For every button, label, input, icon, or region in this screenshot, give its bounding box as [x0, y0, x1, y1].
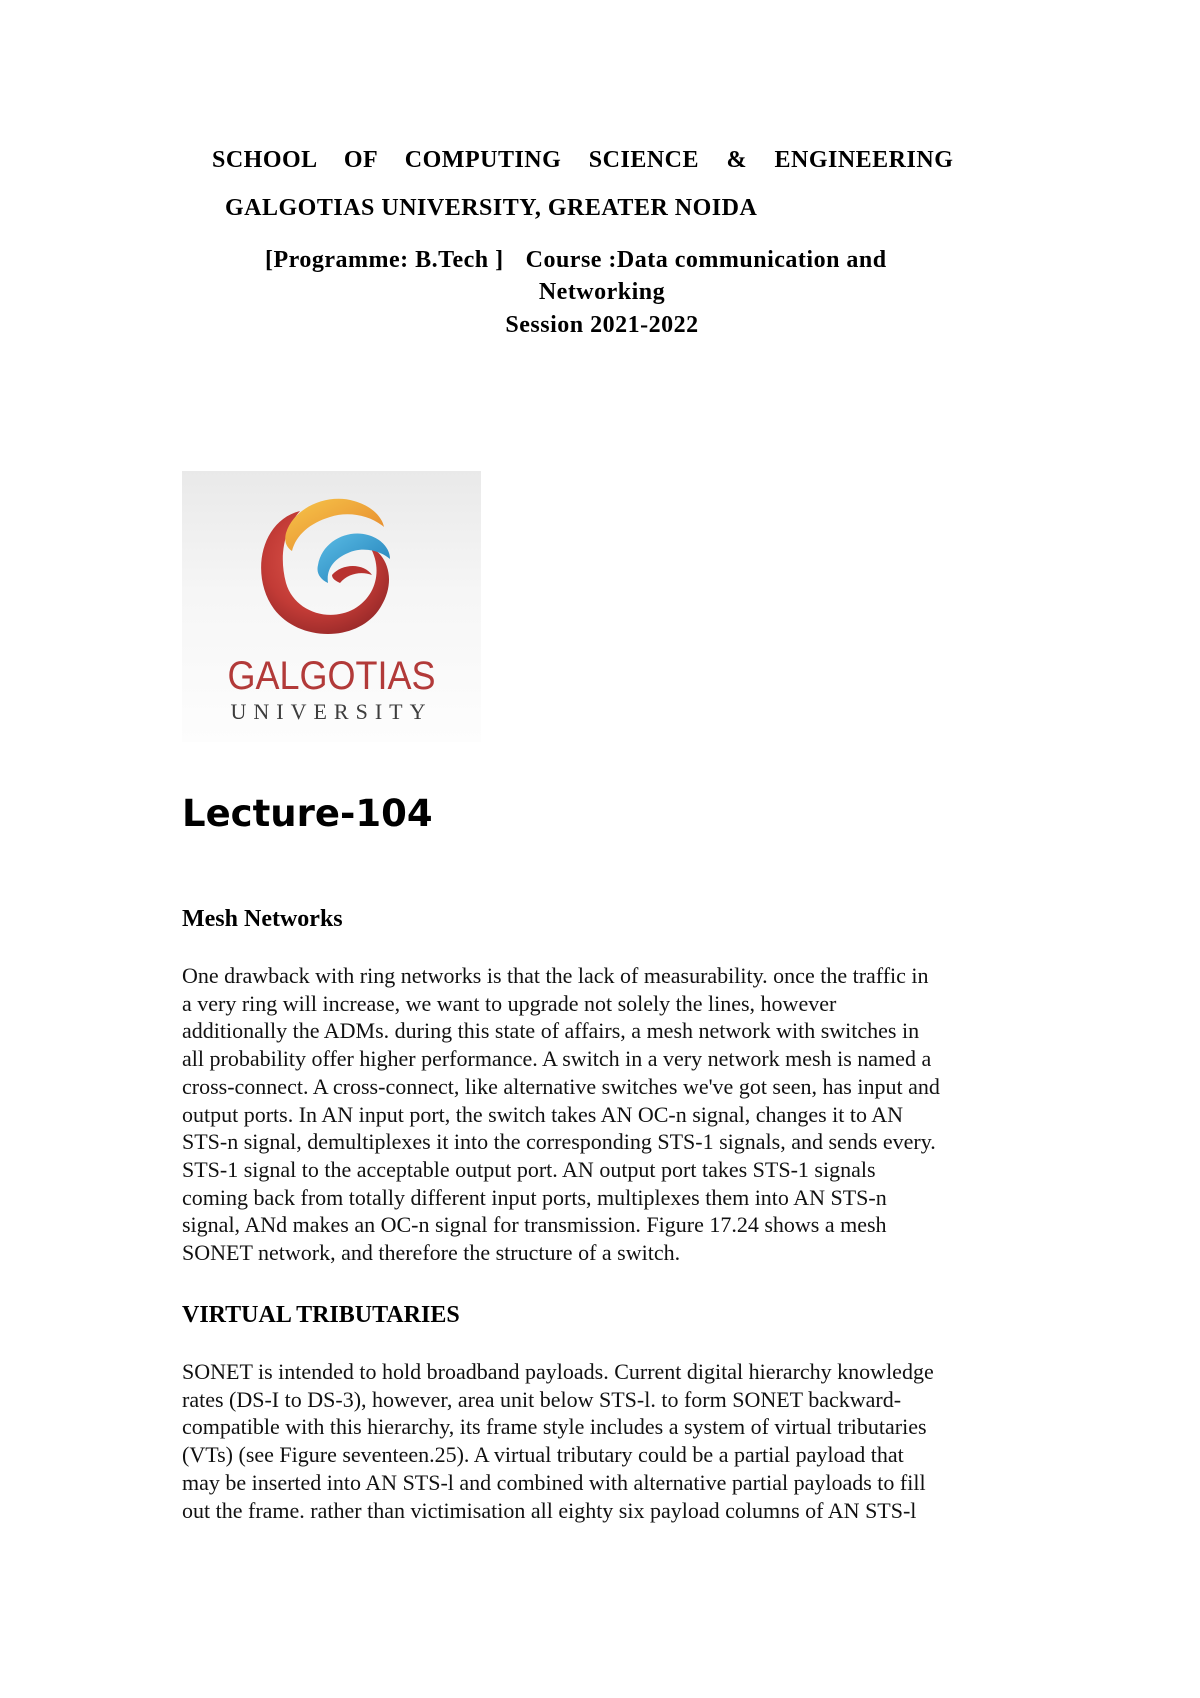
logo-subtitle: UNIVERSITY	[230, 699, 433, 724]
section-heading-virtual-tributaries: VIRTUAL TRIBUTARIES	[182, 1302, 460, 1328]
programme-course-line	[265, 247, 887, 274]
paragraph-line: cross-connect. A cross-connect, like alternative switches we've got seen, has input and	[182, 1073, 940, 1099]
paragraph-line: SONET network, and therefore the structure of a switch.	[182, 1240, 681, 1266]
paragraph-line: output ports. In AN input port, the switch takes AN OC-n signal, changes it to AN	[182, 1101, 904, 1127]
paragraph-line: may be inserted into AN STS-l and combined with alternative partial payloads to fill	[182, 1469, 926, 1495]
paragraph-line: coming back from totally different input ports, multiplexes them into AN STS-n	[182, 1184, 887, 1210]
university-logo	[182, 471, 481, 742]
paragraph-virtual-tributaries	[182, 1358, 1022, 1524]
paragraph-line: (VTs) (see Figure seventeen.25). A virtual tributary could be a partial payload that	[182, 1442, 904, 1468]
course-continuation: Networking	[538, 279, 666, 305]
paragraph-line: SONET is intended to hold broadband payloads. Current digital hierarchy knowledge	[182, 1359, 934, 1384]
paragraph-line: One drawback with ring networks is that the lack of measurability. once the traffic in	[182, 963, 929, 988]
paragraph-line: rates (DS-I to DS-3), however, area unit below STS-l. to form SONET backward-	[182, 1386, 902, 1412]
paragraph-line: all probability offer higher performance. A switch in a very network mesh is named a	[182, 1046, 932, 1072]
university-name: GALGOTIAS UNIVERSITY, GREATER NOIDA	[225, 195, 758, 221]
logo-swirl-icon	[182, 471, 481, 656]
paragraph-line: a very ring will increase, we want to upgrade not solely the lines, however	[182, 990, 837, 1016]
paragraph-line: STS-1 signal to the acceptable output port. AN output port takes STS-1 signals	[182, 1156, 876, 1182]
section-heading-mesh-networks: Mesh Networks	[182, 906, 343, 932]
programme-label: [Programme: B.Tech ]	[265, 247, 504, 273]
lecture-title: Lecture-104	[182, 792, 433, 835]
paragraph-line: STS-n signal, demultiplexes it into the corresponding STS-1 signals, and sends every.	[182, 1129, 936, 1155]
paragraph-line: additionally the ADMs. during this state of affairs, a mesh network with switches in	[182, 1018, 920, 1044]
school-name: SCHOOL OF COMPUTING SCIENCE & ENGINEERING	[212, 147, 954, 173]
paragraph-mesh-networks	[182, 962, 1022, 1267]
paragraph-line: compatible with this hierarchy, its frame style includes a system of virtual tributaries	[182, 1414, 927, 1440]
paragraph-line: out the frame. rather than victimisation all eighty six payload columns of AN STS-l	[182, 1497, 917, 1523]
paragraph-line: signal, ANd makes an OC-n signal for transmission. Figure 17.24 shows a mesh	[182, 1212, 887, 1238]
session-label: Session 2021-2022	[505, 312, 699, 338]
logo-wordmark: GALGOTIAS	[227, 654, 436, 698]
course-label: Course :Data communication and	[525, 247, 887, 273]
